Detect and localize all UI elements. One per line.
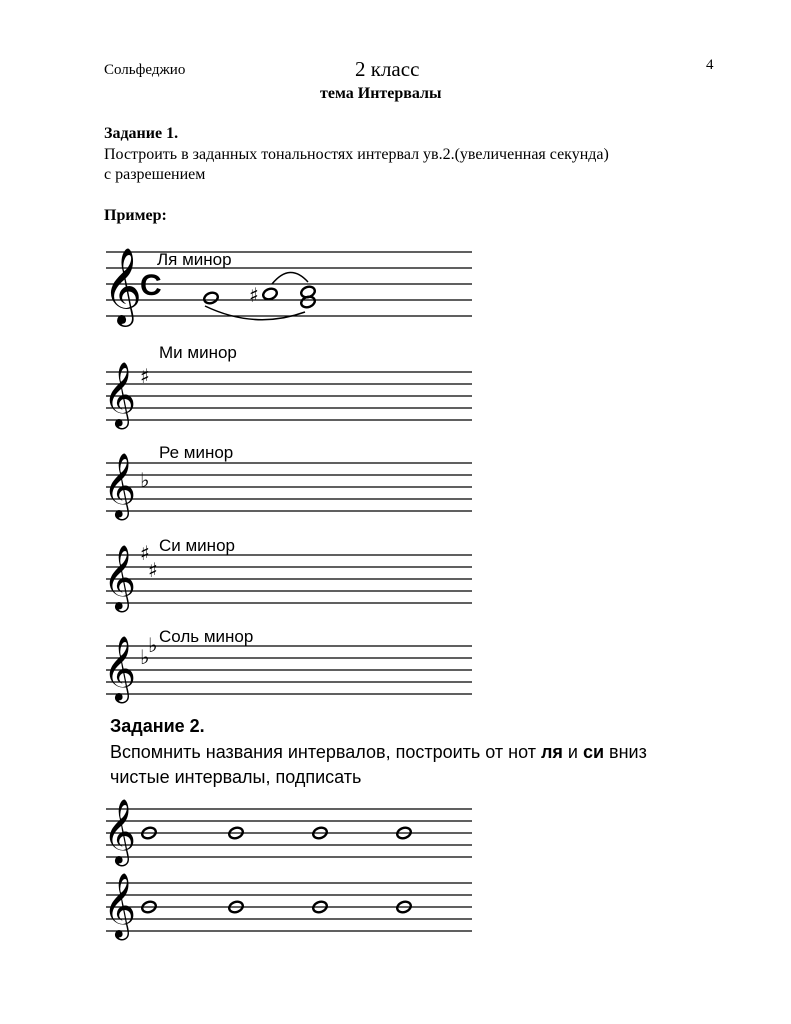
flat-icon: ♭ — [140, 468, 150, 492]
key-label-g-minor: Соль минор — [159, 627, 254, 646]
treble-clef-icon: 𝄞 — [103, 636, 137, 701]
treble-clef-icon: 𝄞 — [103, 799, 137, 864]
flat-icon: ♭ — [140, 645, 150, 669]
treble-clef-icon: 𝄞 — [103, 873, 137, 938]
staff-task2-a — [106, 809, 472, 857]
task2-instruction-line1 — [110, 742, 647, 763]
sharp-icon: ♯ — [249, 283, 259, 307]
flat-icon: ♭ — [148, 633, 158, 657]
key-label-e-minor: Ми минор — [159, 343, 237, 362]
key-label-d-minor: Ре минор — [159, 443, 234, 462]
common-time-icon: C — [140, 269, 162, 302]
staff-g-minor — [106, 646, 472, 694]
task2-and: и — [562, 742, 583, 762]
note-name-si: си — [582, 742, 605, 762]
staff-e-minor — [106, 372, 472, 420]
page-number: 4 — [706, 57, 714, 73]
sharp-icon: ♯ — [148, 558, 158, 582]
note-name-la: ля — [540, 742, 563, 762]
slur-top — [272, 272, 308, 284]
staff-d-minor — [106, 463, 472, 511]
task1-title: Задание 1. — [104, 125, 179, 142]
task2-line1-part1: Вспомнить названия интервалов, построить от нот — [110, 742, 541, 762]
whole-note-g-sharp — [262, 287, 279, 301]
sharp-icon: ♯ — [140, 364, 150, 388]
treble-clef-icon: 𝄞 — [103, 453, 137, 518]
staff-b-minor — [106, 555, 472, 603]
treble-clef-icon: 𝄞 — [103, 545, 137, 610]
task2-instruction-line2: чистые интервалы, подписать — [110, 767, 362, 787]
topic-title: тема Интервалы — [320, 85, 442, 102]
slur-bottom — [205, 306, 305, 320]
task2-title: Задание 2. — [110, 716, 205, 736]
task1-instruction-line1: Построить в заданных тональностях интервал ув.2.(увеличенная секунда) — [104, 146, 609, 163]
treble-clef-icon: 𝄞 — [103, 362, 137, 427]
task2-line1-part3: вниз — [604, 742, 647, 762]
key-label-b-minor: Си минор — [159, 536, 235, 555]
example-label: Пример: — [104, 207, 167, 224]
whole-note-a — [203, 291, 220, 305]
task1-instruction-line2: с разрешением — [104, 166, 206, 183]
subject-label: Сольфеджио — [104, 62, 186, 78]
grade-label: 2 класс — [355, 57, 420, 81]
staff-task2-b — [106, 883, 472, 931]
key-label-a-minor: Ля минор — [157, 250, 232, 269]
sharp-icon: ♯ — [140, 541, 150, 565]
treble-clef-icon: 𝄞 — [103, 247, 143, 324]
